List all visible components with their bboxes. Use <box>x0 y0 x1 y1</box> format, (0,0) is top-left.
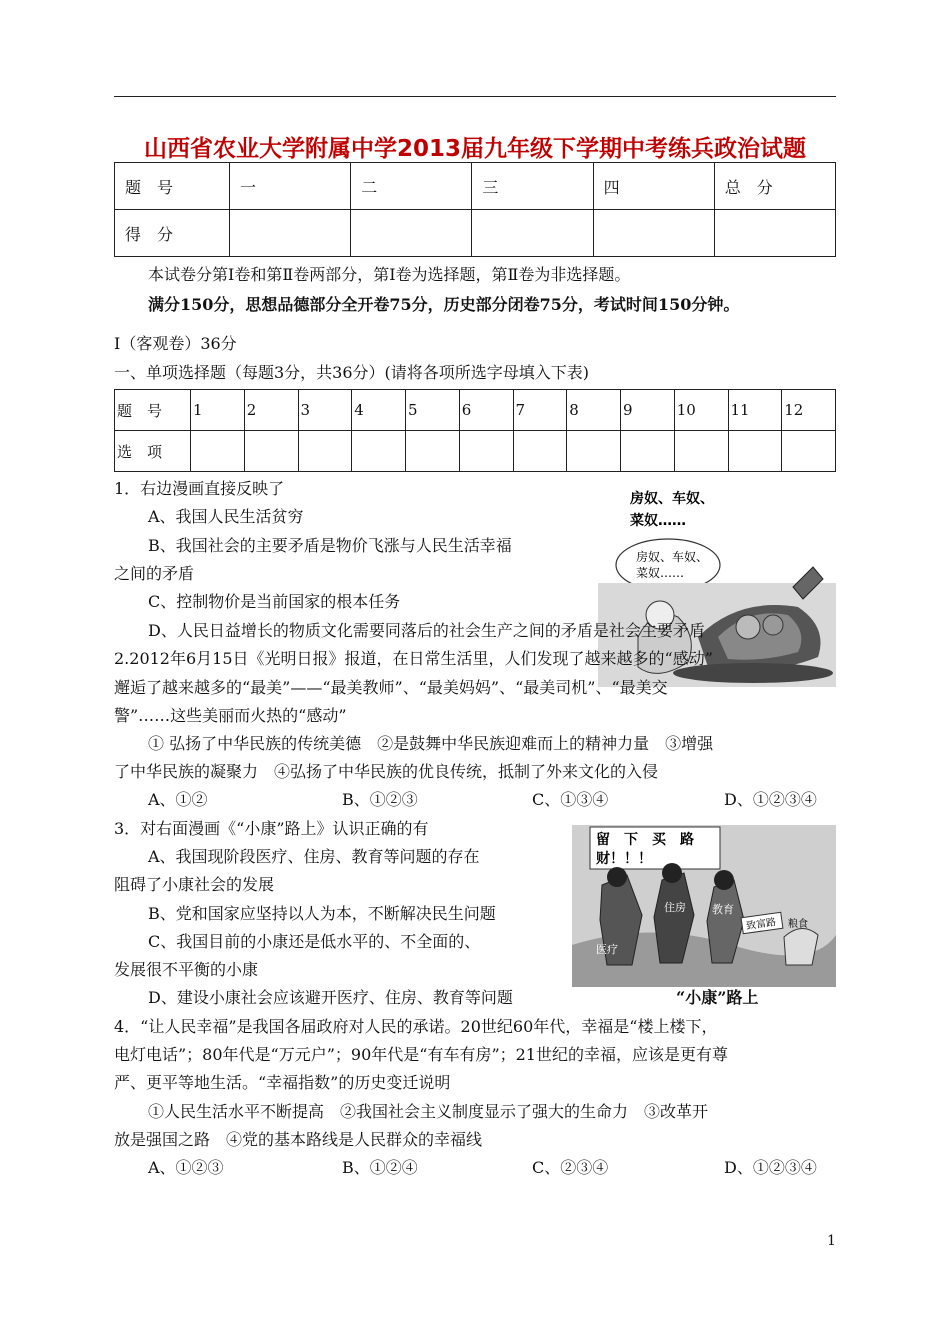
score-cell: 二 <box>351 163 472 210</box>
page-number: 1 <box>827 1233 836 1249</box>
intro-line-1: 本试卷分第Ⅰ卷和第Ⅱ卷两部分，第Ⅰ卷为选择题，第Ⅱ卷为非选择题。 <box>148 265 631 284</box>
cartoon1-bubble-2: 菜奴…… <box>636 566 685 580</box>
header-rule <box>114 96 836 97</box>
cartoon2-label-sign: 致富路 <box>745 917 777 933</box>
answer-number: 1 <box>191 390 245 431</box>
answer-input-cell[interactable] <box>728 431 782 472</box>
section-title: Ⅰ（客观卷）36分 <box>114 334 237 353</box>
q4-line-4: ①人民生活水平不断提高 ②我国社会主义制度显示了强大的生命力 ③改革开 <box>148 1102 709 1121</box>
q2-option-b: B、①②③ <box>342 790 418 809</box>
answer-input-cell[interactable] <box>513 431 567 472</box>
table-row <box>115 431 836 472</box>
q3-option-a-cont: 阻碍了小康社会的发展 <box>114 875 275 894</box>
score-input-cell[interactable] <box>351 210 472 257</box>
answer-label: 选 项 <box>115 431 191 472</box>
answer-input-cell[interactable] <box>567 431 621 472</box>
score-cell: 得 分 <box>115 210 230 257</box>
cartoon2-label-housing: 住房 <box>664 901 686 914</box>
cartoon-xiaokang-road <box>572 825 836 987</box>
q2-option-d: D、①②③④ <box>724 790 817 809</box>
answer-input-cell[interactable] <box>459 431 513 472</box>
cartoon1-bubble-1: 房奴、车奴、 <box>636 550 709 564</box>
cartoon2-banner-2: 财！！！ <box>596 851 652 867</box>
score-cell: 一 <box>230 163 351 210</box>
q1-stem: 1．右边漫画直接反映了 <box>114 479 285 498</box>
q1-option-a: A、我国人民生活贫穷 <box>148 507 304 526</box>
answer-number: 5 <box>406 390 460 431</box>
answer-table <box>114 389 836 472</box>
answer-number: 10 <box>674 390 728 431</box>
q2-line-3: 警”……这些美丽而火热的“感动” <box>114 706 347 725</box>
score-table <box>114 162 836 257</box>
q4-line-1: 4．“让人民幸福”是我国各届政府对人民的承诺。20世纪60年代，幸福是“楼上楼下， <box>114 1017 718 1036</box>
q4-line-3: 严、更平等地生活。“幸福指数”的历史变迁说明 <box>114 1073 451 1092</box>
table-row <box>115 210 836 257</box>
answer-input-cell[interactable] <box>352 431 406 472</box>
q2-line-4: ① 弘扬了中华民族的传统美德 ②是鼓舞中华民族迎难而上的精神力量 ③增强 <box>148 734 714 753</box>
answer-number: 8 <box>567 390 621 431</box>
answer-input-cell[interactable] <box>191 431 245 472</box>
q2-line-1: 2.2012年6月15日《光明日报》报道，在日常生活里，人们发现了越来越多的“感动” <box>114 649 713 668</box>
cartoon2-label-education: 教育 <box>712 903 734 916</box>
answer-input-cell[interactable] <box>298 431 352 472</box>
q2-line-5: 了中华民族的凝聚力 ④弘扬了中华民族的优良传统，抵制了外来文化的入侵 <box>114 762 659 781</box>
q2-option-c: C、①③④ <box>532 790 609 809</box>
score-input-cell[interactable] <box>593 210 714 257</box>
section-subtitle: 一、单项选择题（每题3分，共36分）(请将各项所选字母填入下表) <box>114 363 590 382</box>
q4-option-d: D、①②③④ <box>724 1158 817 1177</box>
answer-input-cell[interactable] <box>244 431 298 472</box>
cartoon2-label-medical: 医疗 <box>596 943 618 956</box>
table-row <box>115 390 836 431</box>
page-title: 山西省农业大学附属中学2013届九年级下学期中考练兵政治试题 <box>143 136 806 162</box>
answer-number: 9 <box>621 390 675 431</box>
answer-input-cell[interactable] <box>621 431 675 472</box>
answer-input-cell[interactable] <box>406 431 460 472</box>
q3-stem: 3．对右面漫画《“小康”路上》认识正确的有 <box>114 819 429 838</box>
score-input-cell[interactable] <box>714 210 835 257</box>
score-cell: 总 分 <box>714 163 835 210</box>
answer-number: 4 <box>352 390 406 431</box>
score-input-cell[interactable] <box>472 210 593 257</box>
score-cell: 四 <box>593 163 714 210</box>
q1-option-c: C、控制物价是当前国家的根本任务 <box>148 592 401 611</box>
answer-label: 题 号 <box>115 390 191 431</box>
q3-option-b: B、党和国家应坚持以人为本，不断解决民生问题 <box>148 904 496 923</box>
q4-option-b: B、①②④ <box>342 1158 418 1177</box>
answer-input-cell[interactable] <box>674 431 728 472</box>
q3-option-c: C、我国目前的小康还是低水平的、不全面的、 <box>148 932 481 951</box>
answer-number: 12 <box>782 390 836 431</box>
answer-number: 6 <box>459 390 513 431</box>
q3-option-d: D、建设小康社会应该避开医疗、住房、教育等问题 <box>148 988 513 1007</box>
cartoon-xiaokang-drawing <box>572 825 836 987</box>
q4-line-5: 放是强国之路 ④党的基本路线是人民群众的幸福线 <box>114 1130 483 1149</box>
cartoon1-caption-2: 菜奴…… <box>630 513 686 529</box>
score-input-cell[interactable] <box>230 210 351 257</box>
cartoon1-caption-1: 房奴、车奴、 <box>630 491 714 507</box>
q1-option-b: B、我国社会的主要矛盾是物价飞涨与人民生活幸福 <box>148 536 512 555</box>
table-row <box>115 163 836 210</box>
cartoon2-banner-1: 留 下 买 路 <box>596 832 694 848</box>
q4-option-a: A、①②③ <box>148 1158 224 1177</box>
intro-line-2: 满分150分，思想品德部分全开卷75分，历史部分闭卷75分，考试时间150分钟。 <box>148 295 740 314</box>
q4-option-c: C、②③④ <box>532 1158 609 1177</box>
cartoon2-label-food: 粮食 <box>788 919 808 930</box>
q3-option-a: A、我国现阶段医疗、住房、教育等问题的存在 <box>148 847 480 866</box>
q2-option-a: A、①② <box>148 790 208 809</box>
q4-line-2: 电灯电话”；80年代是“万元户”；90年代是“有车有房”；21世纪的幸福，应该是更有尊 <box>114 1045 728 1064</box>
answer-input-cell[interactable] <box>782 431 836 472</box>
q2-line-2: 邂逅了越来越多的“最美”——“最美教师”、“最美妈妈”、“最美司机”、“最美交 <box>114 678 668 697</box>
q3-option-c-cont: 发展很不平衡的小康 <box>114 960 259 979</box>
answer-number: 11 <box>728 390 782 431</box>
q1-option-d: D、人民日益增长的物质文化需要同落后的社会生产之间的矛盾是社会主要矛盾 <box>148 621 705 640</box>
score-cell: 题 号 <box>115 163 230 210</box>
answer-number: 7 <box>513 390 567 431</box>
answer-number: 2 <box>244 390 298 431</box>
cartoon2-caption: “小康”路上 <box>676 988 759 1007</box>
q1-option-b-cont: 之间的矛盾 <box>114 564 195 583</box>
answer-number: 3 <box>298 390 352 431</box>
score-cell: 三 <box>472 163 593 210</box>
